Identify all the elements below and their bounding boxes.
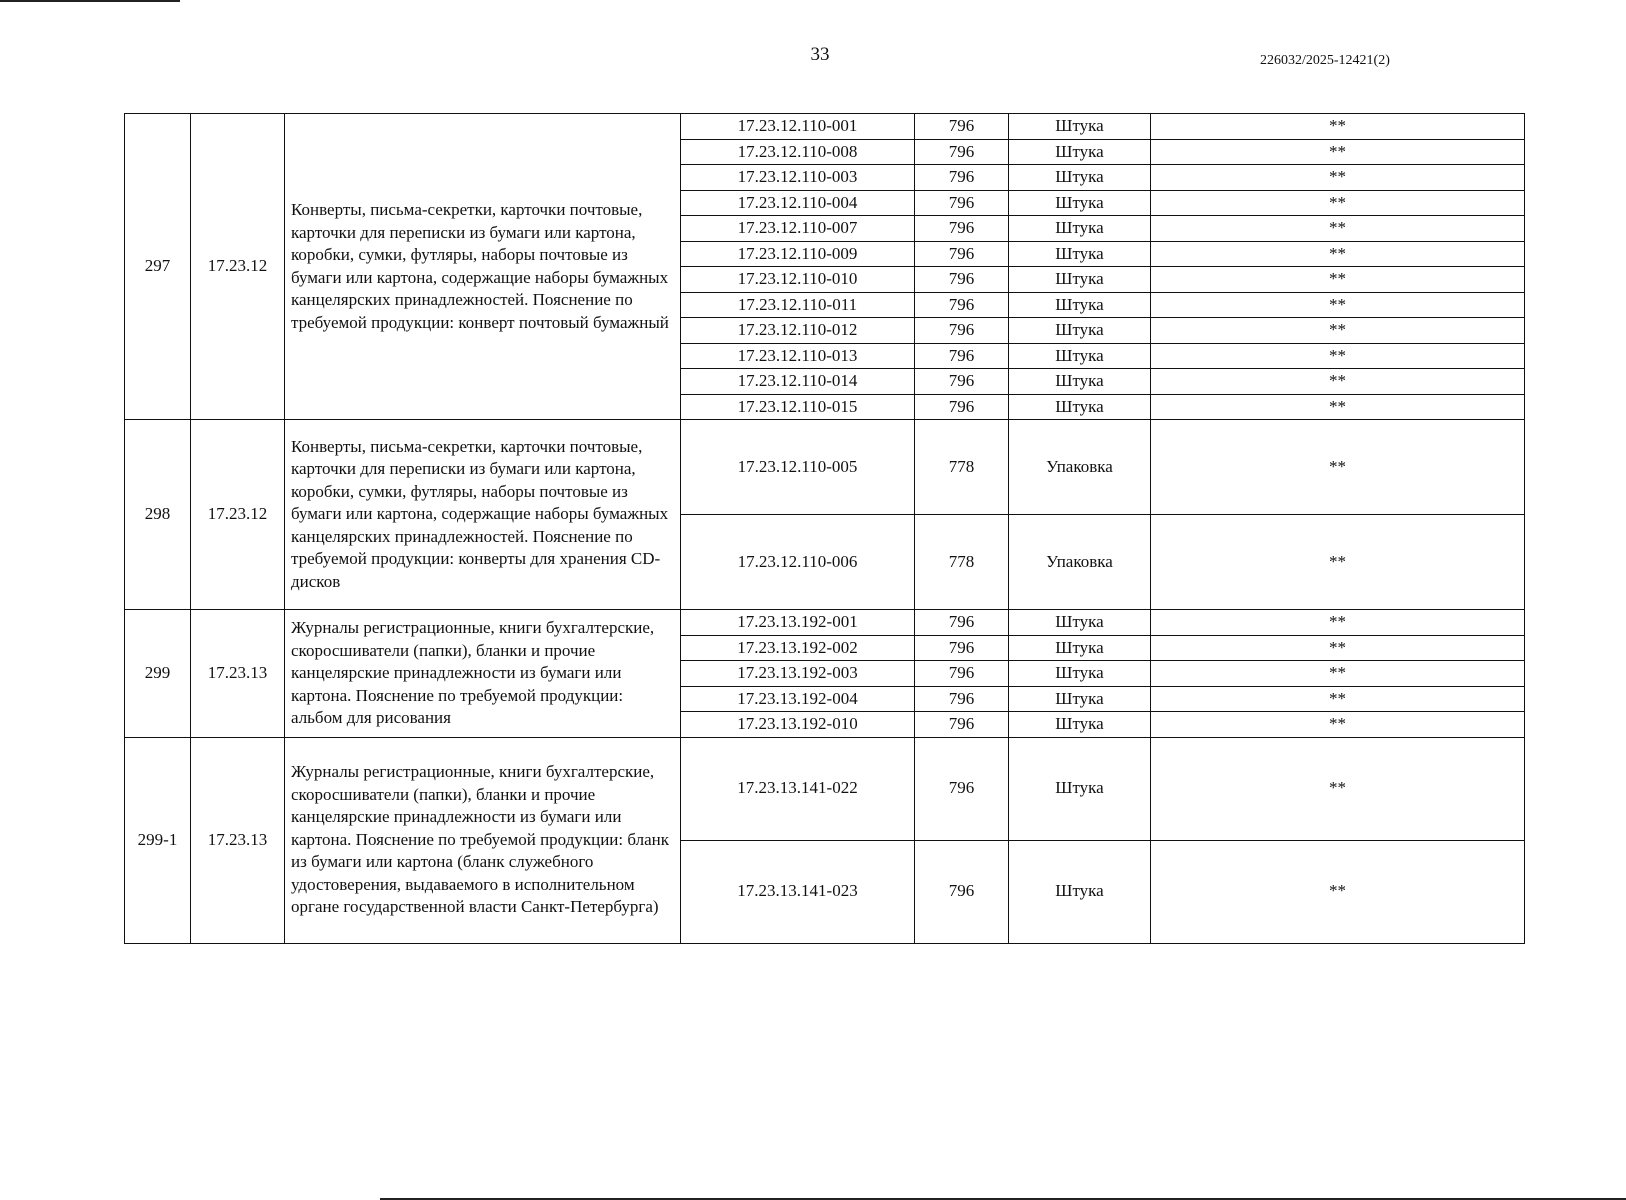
ktru-code: 17.23.12.110-010 <box>681 267 915 293</box>
row-number: 299 <box>125 610 191 738</box>
unit-name: Штука <box>1009 661 1151 687</box>
mark-cell: ** <box>1151 737 1525 840</box>
okei-code: 796 <box>915 292 1009 318</box>
mark-cell: ** <box>1151 292 1525 318</box>
unit-name: Штука <box>1009 114 1151 140</box>
product-description: Журналы регистрационные, книги бухгалтерские, скоросшиватели (папки), бланки и прочие канцелярские принадлежности из бумаги или картона. Пояснение по требуемой продукции: бланк из бумаги или картона (бланк служебного удостоверения, выдаваемого в исполнительном органе государственной власти Санкт-Петербурга) <box>285 737 681 943</box>
scan-artifact-line <box>0 0 180 2</box>
unit-name: Штука <box>1009 737 1151 840</box>
unit-name: Штука <box>1009 686 1151 712</box>
mark-cell: ** <box>1151 190 1525 216</box>
ktru-code: 17.23.13.192-010 <box>681 712 915 738</box>
okei-code: 796 <box>915 635 1009 661</box>
unit-name: Упаковка <box>1009 515 1151 610</box>
page-number: 33 <box>810 44 830 65</box>
mark-cell: ** <box>1151 840 1525 943</box>
mark-cell: ** <box>1151 114 1525 140</box>
unit-name: Штука <box>1009 840 1151 943</box>
row-number: 299-1 <box>125 737 191 943</box>
unit-name: Штука <box>1009 394 1151 420</box>
unit-name: Упаковка <box>1009 420 1151 515</box>
unit-name: Штука <box>1009 292 1151 318</box>
mark-cell: ** <box>1151 369 1525 395</box>
mark-cell: ** <box>1151 165 1525 191</box>
okei-code: 796 <box>915 190 1009 216</box>
okei-code: 778 <box>915 420 1009 515</box>
okpd-code: 17.23.12 <box>191 420 285 610</box>
okei-code: 796 <box>915 343 1009 369</box>
mark-cell: ** <box>1151 241 1525 267</box>
unit-name: Штука <box>1009 318 1151 344</box>
okei-code: 796 <box>915 369 1009 395</box>
okpd-code: 17.23.13 <box>191 737 285 943</box>
table-row <box>125 420 1525 515</box>
mark-cell: ** <box>1151 216 1525 242</box>
ktru-code: 17.23.13.192-002 <box>681 635 915 661</box>
product-description: Конверты, письма-секретки, карточки почтовые, карточки для переписки из бумаги или картона, коробки, сумки, футляры, наборы почтовые из бумаги или картона, содержащие наборы бумажных канцелярских принадлежностей. Пояснение по требуемой продукции: конверты для хранения CD-дисков <box>285 420 681 610</box>
okei-code: 796 <box>915 840 1009 943</box>
ktru-code: 17.23.12.110-001 <box>681 114 915 140</box>
mark-cell: ** <box>1151 712 1525 738</box>
ktru-code: 17.23.12.110-004 <box>681 190 915 216</box>
ktru-code: 17.23.13.192-003 <box>681 661 915 687</box>
okei-code: 796 <box>915 394 1009 420</box>
okei-code: 796 <box>915 114 1009 140</box>
document-number: 226032/2025-12421(2) <box>1260 53 1390 68</box>
table-row <box>125 610 1525 636</box>
ktru-code: 17.23.12.110-007 <box>681 216 915 242</box>
okei-code: 796 <box>915 241 1009 267</box>
okei-code: 796 <box>915 737 1009 840</box>
ktru-code: 17.23.12.110-003 <box>681 165 915 191</box>
ktru-code: 17.23.12.110-012 <box>681 318 915 344</box>
unit-name: Штука <box>1009 712 1151 738</box>
row-number: 298 <box>125 420 191 610</box>
unit-name: Штука <box>1009 343 1151 369</box>
table-row <box>125 737 1525 840</box>
okei-code: 796 <box>915 686 1009 712</box>
ktru-code: 17.23.13.192-001 <box>681 610 915 636</box>
mark-cell: ** <box>1151 318 1525 344</box>
unit-name: Штука <box>1009 216 1151 242</box>
ktru-code: 17.23.12.110-014 <box>681 369 915 395</box>
mark-cell: ** <box>1151 661 1525 687</box>
ktru-code: 17.23.12.110-015 <box>681 394 915 420</box>
okei-code: 796 <box>915 318 1009 344</box>
mark-cell: ** <box>1151 610 1525 636</box>
table-row <box>125 114 1525 140</box>
ktru-code: 17.23.12.110-009 <box>681 241 915 267</box>
okei-code: 796 <box>915 165 1009 191</box>
product-description: Журналы регистрационные, книги бухгалтерские, скоросшиватели (папки), бланки и прочие канцелярские принадлежности из бумаги или картона. Пояснение по требуемой продукции: альбом для рисования <box>285 610 681 738</box>
okpd-code: 17.23.12 <box>191 114 285 420</box>
mark-cell: ** <box>1151 343 1525 369</box>
unit-name: Штука <box>1009 635 1151 661</box>
okei-code: 796 <box>915 712 1009 738</box>
ktru-code: 17.23.13.141-022 <box>681 737 915 840</box>
ktru-code: 17.23.12.110-006 <box>681 515 915 610</box>
mark-cell: ** <box>1151 394 1525 420</box>
unit-name: Штука <box>1009 139 1151 165</box>
mark-cell: ** <box>1151 139 1525 165</box>
mark-cell: ** <box>1151 515 1525 610</box>
mark-cell: ** <box>1151 686 1525 712</box>
product-description: Конверты, письма-секретки, карточки почтовые, карточки для переписки из бумаги или картона, коробки, сумки, футляры, наборы почтовые из бумаги или картона, содержащие наборы бумажных канцелярских принадлежностей. Пояснение по требуемой продукции: конверт почтовый бумажный <box>285 114 681 420</box>
mark-cell: ** <box>1151 635 1525 661</box>
unit-name: Штука <box>1009 165 1151 191</box>
ktru-code: 17.23.12.110-008 <box>681 139 915 165</box>
okei-code: 778 <box>915 515 1009 610</box>
ktru-code: 17.23.12.110-013 <box>681 343 915 369</box>
unit-name: Штука <box>1009 190 1151 216</box>
okei-code: 796 <box>915 610 1009 636</box>
okei-code: 796 <box>915 216 1009 242</box>
unit-name: Штука <box>1009 267 1151 293</box>
products-table <box>124 113 1525 944</box>
okei-code: 796 <box>915 267 1009 293</box>
okei-code: 796 <box>915 139 1009 165</box>
unit-name: Штука <box>1009 369 1151 395</box>
ktru-code: 17.23.13.141-023 <box>681 840 915 943</box>
okpd-code: 17.23.13 <box>191 610 285 738</box>
row-number: 297 <box>125 114 191 420</box>
mark-cell: ** <box>1151 267 1525 293</box>
mark-cell: ** <box>1151 420 1525 515</box>
ktru-code: 17.23.12.110-005 <box>681 420 915 515</box>
unit-name: Штука <box>1009 241 1151 267</box>
okei-code: 796 <box>915 661 1009 687</box>
ktru-code: 17.23.13.192-004 <box>681 686 915 712</box>
ktru-code: 17.23.12.110-011 <box>681 292 915 318</box>
unit-name: Штука <box>1009 610 1151 636</box>
